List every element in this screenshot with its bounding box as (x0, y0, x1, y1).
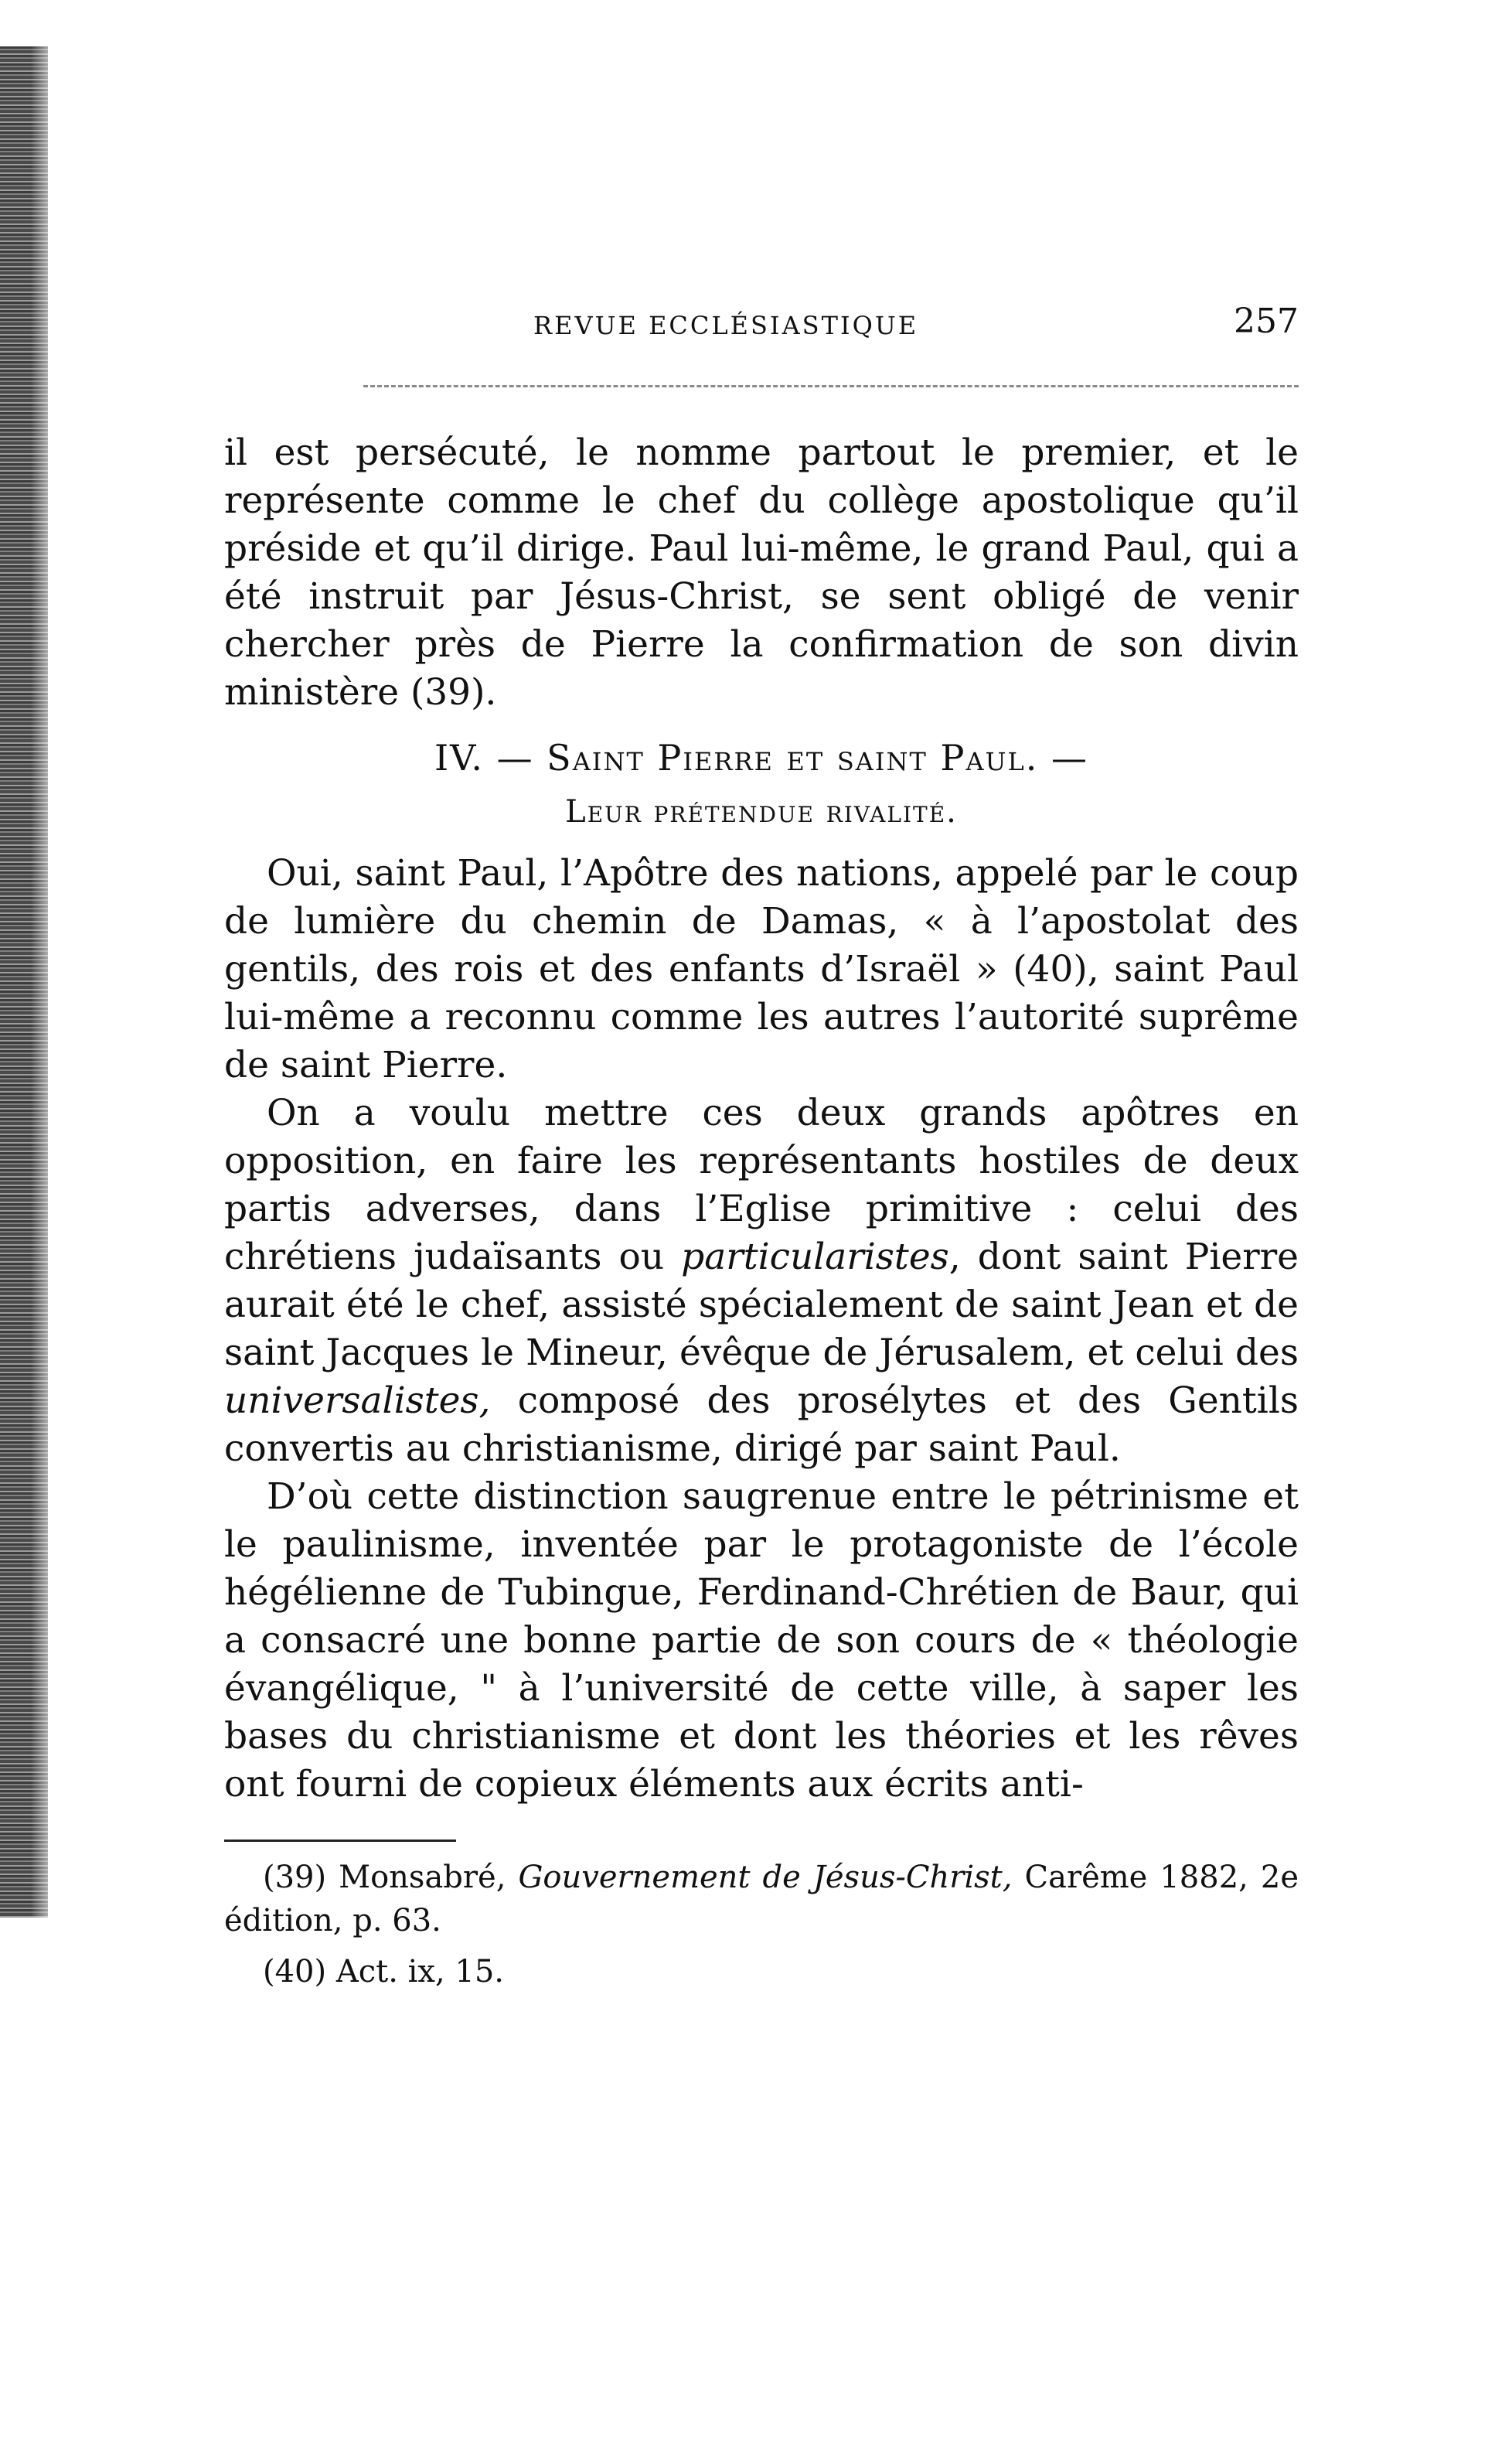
header-rule (363, 385, 1299, 387)
paragraph-4: D’où cette distinction saugrenue entre le pétrinisme et le paulinisme, inventée par le protagoniste de l’école hégélienne de Tubingue, Ferdinand-Chrétien de Baur, qui a consacré une bonne partie de son cours de « théologie évangélique, " à l’université de cette ville, à saper les bases du christianisme et dont les théories et les rêves ont fourni de copieux éléments aux écrits anti- (224, 1475, 1299, 1805)
paragraph-3-text-c: composé des prosélytes et des Gentils convertis au christianisme, dirigé par saint Paul. (224, 1379, 1299, 1470)
footnote-39-text-b: Carême 1882, 2e édition, p. 63. (224, 1860, 1299, 1938)
binding-edge-fade (31, 46, 62, 1918)
running-head (224, 294, 1299, 348)
paragraph-3-italic-1: particularistes (681, 1236, 949, 1278)
footnotes (224, 1856, 1299, 1993)
paragraph-1: il est persécuté, le nomme partout le premier, et le représente comme le chef du collège apostolique qu’il préside et qu’il dirige. Paul lui-même, le grand Paul, qui a été instruit par Jésus-Christ, se sent obligé de venir chercher près de Pierre la confirmation de son divin ministère (39). (224, 431, 1299, 714)
section-heading: IV. — Saint Pierre et saint Paul. — (434, 737, 1089, 779)
footnote-39 (224, 1856, 1299, 1942)
section-subheading: Leur prétendue rivalité. (565, 794, 958, 830)
paragraph-3-italic-2: universalistes, (224, 1379, 491, 1422)
footnote-rule (224, 1840, 456, 1842)
page-number: 257 (1234, 302, 1299, 341)
footnote-39-text-a: (39) Monsabré, (263, 1860, 519, 1895)
body-text (224, 429, 1299, 2001)
footnote-40: (40) Act. ix, 15. (263, 1954, 505, 1990)
running-title: REVUE ECCLÉSIASTIQUE (533, 311, 919, 340)
paragraph-3-text-a: On a voulu mettre ces deux grands apôtres en opposition, en faire les représentants hostiles de deux partis adverses, dans l’Eglise primitive : celui des chrétiens judaïsants ou (224, 1092, 1299, 1278)
footnote-39-italic: Gouvernement de Jésus-Christ, (518, 1860, 1013, 1895)
paragraph-3-text-b: , dont saint Pierre aurait été le chef, assisté spécialement de saint Jean et de saint Jacques le Mineur, évêque de Jérusalem, et celui des (224, 1236, 1299, 1374)
paragraph-2: Oui, saint Paul, l’Apôtre des nations, appelé par le coup de lumière du chemin de Damas, « à l’apostolat des gentils, des rois et des enfants d’Israël » (40), saint Paul lui-même a reconnu comme les autres l’autorité suprême de saint Pierre. (224, 852, 1299, 1086)
book-page (224, 294, 1299, 1990)
paragraph-3 (224, 1089, 1299, 1473)
